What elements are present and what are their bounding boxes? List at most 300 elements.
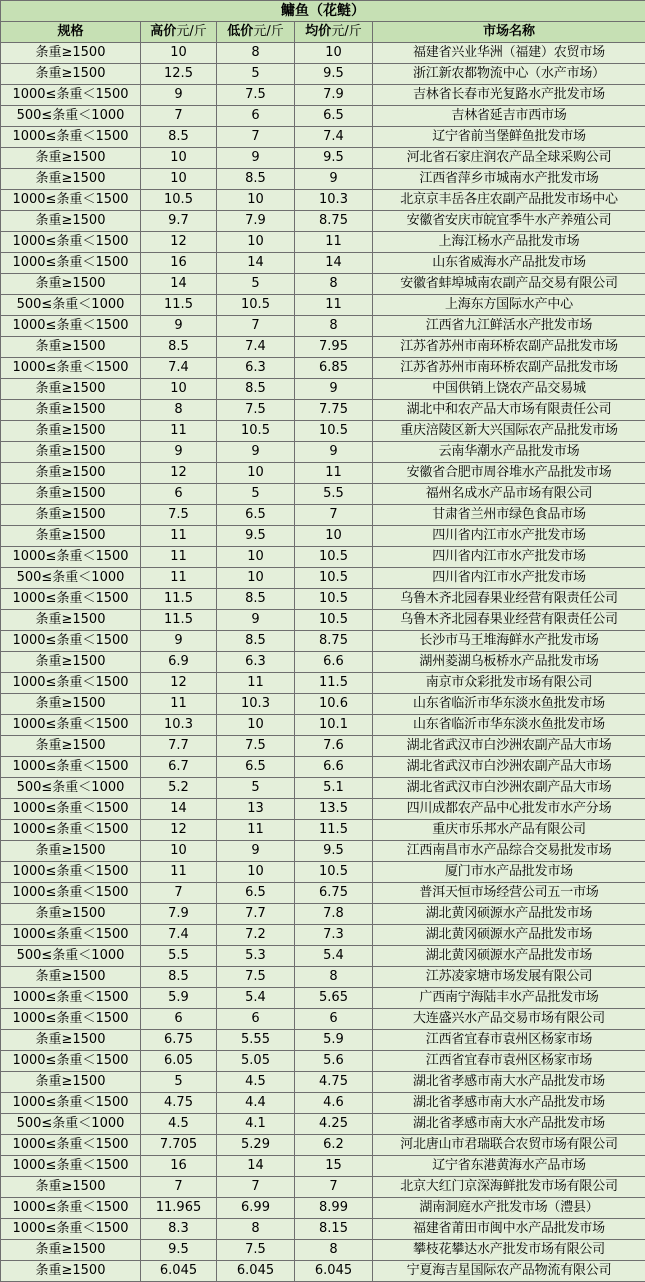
high-price-cell: 9.5 bbox=[141, 1240, 217, 1261]
table-row bbox=[1, 1051, 645, 1072]
header-row bbox=[1, 22, 645, 43]
table-row bbox=[1, 1135, 645, 1156]
high-price-cell: 10 bbox=[141, 43, 217, 64]
market-cell: 湖北黄冈硕源水产品批发市场 bbox=[373, 946, 645, 967]
table-row bbox=[1, 673, 645, 694]
table-row bbox=[1, 295, 645, 316]
spec-cell: 条重≥1500 bbox=[1, 463, 141, 484]
avg-price-cell: 10 bbox=[295, 43, 373, 64]
avg-price-cell: 5.6 bbox=[295, 1051, 373, 1072]
low-price-cell: 9 bbox=[217, 841, 295, 862]
low-price-cell: 5 bbox=[217, 484, 295, 505]
avg-price-cell: 9.5 bbox=[295, 148, 373, 169]
avg-price-cell: 8.99 bbox=[295, 1198, 373, 1219]
avg-price-cell: 8 bbox=[295, 316, 373, 337]
table-row bbox=[1, 1219, 645, 1240]
avg-price-cell: 4.75 bbox=[295, 1072, 373, 1093]
table-row bbox=[1, 589, 645, 610]
spec-cell: 1000≤条重＜1500 bbox=[1, 1009, 141, 1030]
low-price-cell: 7.9 bbox=[217, 211, 295, 232]
market-cell: 四川省内江市水产批发市场 bbox=[373, 568, 645, 589]
high-price-cell: 11 bbox=[141, 862, 217, 883]
high-price-cell: 10.5 bbox=[141, 190, 217, 211]
avg-price-cell: 9 bbox=[295, 379, 373, 400]
avg-price-cell: 11 bbox=[295, 232, 373, 253]
table-row bbox=[1, 421, 645, 442]
spec-cell: 1000≤条重＜1500 bbox=[1, 1135, 141, 1156]
high-price-cell: 9 bbox=[141, 316, 217, 337]
high-price-cell: 7 bbox=[141, 106, 217, 127]
high-price-cell: 7.4 bbox=[141, 925, 217, 946]
header-avg-label: 均价 bbox=[305, 24, 332, 39]
table-row bbox=[1, 946, 645, 967]
table-row bbox=[1, 106, 645, 127]
market-cell: 湖北中和农产品大市场有限责任公司 bbox=[373, 400, 645, 421]
low-price-cell: 10 bbox=[217, 547, 295, 568]
low-price-cell: 10 bbox=[217, 232, 295, 253]
low-price-cell: 7 bbox=[217, 1177, 295, 1198]
low-price-cell: 10 bbox=[217, 862, 295, 883]
avg-price-cell: 4.6 bbox=[295, 1093, 373, 1114]
avg-price-cell: 8 bbox=[295, 1240, 373, 1261]
low-price-cell: 9.5 bbox=[217, 526, 295, 547]
avg-price-cell: 10.6 bbox=[295, 694, 373, 715]
low-price-cell: 8.5 bbox=[217, 589, 295, 610]
table-row bbox=[1, 505, 645, 526]
avg-price-cell: 7.4 bbox=[295, 127, 373, 148]
table-row bbox=[1, 757, 645, 778]
table-body bbox=[1, 43, 645, 1282]
market-cell: 吉林省延吉市西市场 bbox=[373, 106, 645, 127]
avg-price-cell: 13.5 bbox=[295, 799, 373, 820]
low-price-cell: 8.5 bbox=[217, 169, 295, 190]
market-cell: 山东省临沂市华东淡水鱼批发市场 bbox=[373, 715, 645, 736]
market-cell: 四川成都农产品中心批发市水产分场 bbox=[373, 799, 645, 820]
high-price-cell: 9 bbox=[141, 85, 217, 106]
spec-cell: 条重≥1500 bbox=[1, 337, 141, 358]
avg-price-cell: 15 bbox=[295, 1156, 373, 1177]
avg-price-cell: 4.25 bbox=[295, 1114, 373, 1135]
table-row bbox=[1, 484, 645, 505]
high-price-cell: 7.9 bbox=[141, 904, 217, 925]
high-price-cell: 10 bbox=[141, 841, 217, 862]
market-cell: 江苏省苏州市南环桥农副产品批发市场 bbox=[373, 358, 645, 379]
spec-cell: 1000≤条重＜1500 bbox=[1, 85, 141, 106]
spec-cell: 500≤条重＜1000 bbox=[1, 946, 141, 967]
spec-cell: 1000≤条重＜1500 bbox=[1, 631, 141, 652]
spec-cell: 条重≥1500 bbox=[1, 442, 141, 463]
low-price-cell: 5.4 bbox=[217, 988, 295, 1009]
spec-cell: 1000≤条重＜1500 bbox=[1, 862, 141, 883]
low-price-cell: 7.5 bbox=[217, 736, 295, 757]
table-row bbox=[1, 694, 645, 715]
table-row bbox=[1, 883, 645, 904]
spec-cell: 条重≥1500 bbox=[1, 610, 141, 631]
spec-cell: 500≤条重＜1000 bbox=[1, 778, 141, 799]
spec-cell: 1000≤条重＜1500 bbox=[1, 253, 141, 274]
spec-cell: 500≤条重＜1000 bbox=[1, 106, 141, 127]
high-price-cell: 6.9 bbox=[141, 652, 217, 673]
table-row bbox=[1, 526, 645, 547]
spec-cell: 条重≥1500 bbox=[1, 169, 141, 190]
market-cell: 福建省莆田市闽中水产品批发市场 bbox=[373, 1219, 645, 1240]
spec-cell: 条重≥1500 bbox=[1, 148, 141, 169]
avg-price-cell: 11 bbox=[295, 295, 373, 316]
spec-cell: 条重≥1500 bbox=[1, 652, 141, 673]
low-price-cell: 6.3 bbox=[217, 358, 295, 379]
high-price-cell: 7 bbox=[141, 1177, 217, 1198]
high-price-cell: 4.5 bbox=[141, 1114, 217, 1135]
market-cell: 河北唐山市君瑞联合农贸市场有限公司 bbox=[373, 1135, 645, 1156]
high-price-cell: 11 bbox=[141, 694, 217, 715]
table-row bbox=[1, 652, 645, 673]
spec-cell: 条重≥1500 bbox=[1, 421, 141, 442]
avg-price-cell: 9.5 bbox=[295, 841, 373, 862]
market-cell: 江西省宜春市袁州区杨家市场 bbox=[373, 1030, 645, 1051]
avg-price-cell: 6.6 bbox=[295, 757, 373, 778]
spec-cell: 条重≥1500 bbox=[1, 1072, 141, 1093]
high-price-cell: 6.7 bbox=[141, 757, 217, 778]
spec-cell: 1000≤条重＜1500 bbox=[1, 1093, 141, 1114]
spec-cell: 1000≤条重＜1500 bbox=[1, 547, 141, 568]
market-cell: 安徽省合肥市周谷堆水产品批发市场 bbox=[373, 463, 645, 484]
high-price-cell: 7 bbox=[141, 883, 217, 904]
table-row bbox=[1, 358, 645, 379]
low-price-cell: 10 bbox=[217, 190, 295, 211]
avg-price-cell: 10.5 bbox=[295, 589, 373, 610]
market-cell: 辽宁省前当堡鲜鱼批发市场 bbox=[373, 127, 645, 148]
spec-cell: 1000≤条重＜1500 bbox=[1, 925, 141, 946]
high-price-cell: 14 bbox=[141, 274, 217, 295]
market-cell: 乌鲁木齐北园春果业经营有限责任公司 bbox=[373, 610, 645, 631]
spec-cell: 1000≤条重＜1500 bbox=[1, 1219, 141, 1240]
market-cell: 南京市众彩批发市场有限公司 bbox=[373, 673, 645, 694]
high-price-cell: 5.9 bbox=[141, 988, 217, 1009]
header-avg-unit: 元/斤 bbox=[331, 24, 362, 39]
low-price-cell: 7 bbox=[217, 316, 295, 337]
table-row bbox=[1, 400, 645, 421]
market-cell: 甘肃省兰州市绿色食品市场 bbox=[373, 505, 645, 526]
avg-price-cell: 7.6 bbox=[295, 736, 373, 757]
low-price-cell: 10.5 bbox=[217, 295, 295, 316]
high-price-cell: 5.5 bbox=[141, 946, 217, 967]
high-price-cell: 11 bbox=[141, 421, 217, 442]
spec-cell: 1000≤条重＜1500 bbox=[1, 190, 141, 211]
avg-price-cell: 9 bbox=[295, 442, 373, 463]
table-row bbox=[1, 274, 645, 295]
table-row bbox=[1, 904, 645, 925]
high-price-cell: 9 bbox=[141, 631, 217, 652]
market-cell: 上海东方国际水产中心 bbox=[373, 295, 645, 316]
high-price-cell: 9.7 bbox=[141, 211, 217, 232]
spec-cell: 1000≤条重＜1500 bbox=[1, 589, 141, 610]
avg-price-cell: 7.3 bbox=[295, 925, 373, 946]
low-price-cell: 5.55 bbox=[217, 1030, 295, 1051]
spec-cell: 条重≥1500 bbox=[1, 1240, 141, 1261]
spec-cell: 1000≤条重＜1500 bbox=[1, 883, 141, 904]
avg-price-cell: 10.5 bbox=[295, 862, 373, 883]
spec-cell: 1000≤条重＜1500 bbox=[1, 757, 141, 778]
market-cell: 四川省内江市水产批发市场 bbox=[373, 547, 645, 568]
low-price-cell: 7.2 bbox=[217, 925, 295, 946]
low-price-cell: 7.5 bbox=[217, 85, 295, 106]
spec-cell: 1000≤条重＜1500 bbox=[1, 715, 141, 736]
market-cell: 湖北省武汉市白沙洲农副产品大市场 bbox=[373, 757, 645, 778]
header-avg-price bbox=[295, 22, 373, 43]
market-cell: 湖北省武汉市白沙洲农副产品大市场 bbox=[373, 778, 645, 799]
low-price-cell: 6.99 bbox=[217, 1198, 295, 1219]
table-row bbox=[1, 1261, 645, 1282]
market-cell: 江西省九江鲜活水产批发市场 bbox=[373, 316, 645, 337]
header-high-unit: 元/斤 bbox=[176, 24, 207, 39]
low-price-cell: 6 bbox=[217, 106, 295, 127]
table-row bbox=[1, 64, 645, 85]
market-cell: 江苏凌家塘市场发展有限公司 bbox=[373, 967, 645, 988]
high-price-cell: 12 bbox=[141, 232, 217, 253]
spec-cell: 1000≤条重＜1500 bbox=[1, 1051, 141, 1072]
avg-price-cell: 10.5 bbox=[295, 610, 373, 631]
table-row bbox=[1, 1093, 645, 1114]
market-cell: 江西省萍乡市城南水产批发市场 bbox=[373, 169, 645, 190]
table-row bbox=[1, 1030, 645, 1051]
header-low-unit: 元/斤 bbox=[253, 24, 284, 39]
high-price-cell: 11.5 bbox=[141, 610, 217, 631]
table-row bbox=[1, 1114, 645, 1135]
low-price-cell: 10 bbox=[217, 463, 295, 484]
table-row bbox=[1, 799, 645, 820]
high-price-cell: 6.75 bbox=[141, 1030, 217, 1051]
avg-price-cell: 10.1 bbox=[295, 715, 373, 736]
avg-price-cell: 7.8 bbox=[295, 904, 373, 925]
avg-price-cell: 10.3 bbox=[295, 190, 373, 211]
market-cell: 湖北省孝感市南大水产品批发市场 bbox=[373, 1093, 645, 1114]
high-price-cell: 5 bbox=[141, 1072, 217, 1093]
spec-cell: 条重≥1500 bbox=[1, 505, 141, 526]
avg-price-cell: 10.5 bbox=[295, 568, 373, 589]
market-cell: 湖北黄冈硕源水产品批发市场 bbox=[373, 904, 645, 925]
low-price-cell: 7.5 bbox=[217, 1240, 295, 1261]
high-price-cell: 6 bbox=[141, 1009, 217, 1030]
spec-cell: 1000≤条重＜1500 bbox=[1, 799, 141, 820]
low-price-cell: 7 bbox=[217, 127, 295, 148]
table-row bbox=[1, 1009, 645, 1030]
table-row bbox=[1, 316, 645, 337]
avg-price-cell: 8 bbox=[295, 967, 373, 988]
table-row bbox=[1, 442, 645, 463]
table-row bbox=[1, 568, 645, 589]
table-row bbox=[1, 1072, 645, 1093]
table-row bbox=[1, 925, 645, 946]
spec-cell: 条重≥1500 bbox=[1, 1261, 141, 1282]
market-cell: 福州名成水产品市场有限公司 bbox=[373, 484, 645, 505]
high-price-cell: 8.3 bbox=[141, 1219, 217, 1240]
low-price-cell: 7.4 bbox=[217, 337, 295, 358]
market-cell: 湖北省孝感市南大水产品批发市场 bbox=[373, 1114, 645, 1135]
high-price-cell: 11 bbox=[141, 547, 217, 568]
high-price-cell: 8.5 bbox=[141, 127, 217, 148]
high-price-cell: 10 bbox=[141, 379, 217, 400]
market-cell: 山东省威海水产品批发市场 bbox=[373, 253, 645, 274]
high-price-cell: 12 bbox=[141, 820, 217, 841]
table-row bbox=[1, 988, 645, 1009]
avg-price-cell: 10 bbox=[295, 526, 373, 547]
market-cell: 大连盛兴水产品交易市场有限公司 bbox=[373, 1009, 645, 1030]
low-price-cell: 7.5 bbox=[217, 400, 295, 421]
market-cell: 湖州菱湖乌板桥水产品批发市场 bbox=[373, 652, 645, 673]
market-cell: 浙江新农都物流中心（水产市场） bbox=[373, 64, 645, 85]
avg-price-cell: 8.75 bbox=[295, 211, 373, 232]
low-price-cell: 6.045 bbox=[217, 1261, 295, 1282]
avg-price-cell: 8.75 bbox=[295, 631, 373, 652]
table-row bbox=[1, 43, 645, 64]
table-row bbox=[1, 862, 645, 883]
table-row bbox=[1, 379, 645, 400]
low-price-cell: 14 bbox=[217, 253, 295, 274]
spec-cell: 1000≤条重＜1500 bbox=[1, 820, 141, 841]
spec-cell: 500≤条重＜1000 bbox=[1, 295, 141, 316]
market-cell: 中国供销上饶农产品交易城 bbox=[373, 379, 645, 400]
avg-price-cell: 5.1 bbox=[295, 778, 373, 799]
spec-cell: 1000≤条重＜1500 bbox=[1, 358, 141, 379]
low-price-cell: 6.5 bbox=[217, 883, 295, 904]
table-row bbox=[1, 337, 645, 358]
market-cell: 云南华潮水产品批发市场 bbox=[373, 442, 645, 463]
market-cell: 宁夏海吉星国际农产品物流有限公司 bbox=[373, 1261, 645, 1282]
low-price-cell: 6.5 bbox=[217, 757, 295, 778]
market-cell: 福建省兴业华洲（福建）农贸市场 bbox=[373, 43, 645, 64]
spec-cell: 1000≤条重＜1500 bbox=[1, 127, 141, 148]
low-price-cell: 8.5 bbox=[217, 631, 295, 652]
avg-price-cell: 6.045 bbox=[295, 1261, 373, 1282]
high-price-cell: 10 bbox=[141, 169, 217, 190]
avg-price-cell: 9.5 bbox=[295, 64, 373, 85]
low-price-cell: 13 bbox=[217, 799, 295, 820]
market-cell: 湖北省武汉市白沙洲农副产品大市场 bbox=[373, 736, 645, 757]
header-market: 市场名称 bbox=[373, 22, 645, 43]
header-high-label: 高价 bbox=[150, 24, 177, 39]
spec-cell: 1000≤条重＜1500 bbox=[1, 1198, 141, 1219]
high-price-cell: 8.5 bbox=[141, 337, 217, 358]
spec-cell: 条重≥1500 bbox=[1, 274, 141, 295]
market-cell: 湖北省孝感市南大水产品批发市场 bbox=[373, 1072, 645, 1093]
table-row bbox=[1, 778, 645, 799]
low-price-cell: 11 bbox=[217, 673, 295, 694]
low-price-cell: 10 bbox=[217, 715, 295, 736]
spec-cell: 条重≥1500 bbox=[1, 400, 141, 421]
high-price-cell: 7.705 bbox=[141, 1135, 217, 1156]
market-cell: 安徽省安庆市皖宜季牛水产养殖公司 bbox=[373, 211, 645, 232]
header-spec: 规格 bbox=[1, 22, 141, 43]
market-cell: 重庆涪陵区新大兴国际农产品批发市场 bbox=[373, 421, 645, 442]
low-price-cell: 5 bbox=[217, 274, 295, 295]
header-high-price bbox=[141, 22, 217, 43]
market-cell: 湖南洞庭水产批发市场（澧县） bbox=[373, 1198, 645, 1219]
spec-cell: 500≤条重＜1000 bbox=[1, 1114, 141, 1135]
avg-price-cell: 11.5 bbox=[295, 820, 373, 841]
low-price-cell: 14 bbox=[217, 1156, 295, 1177]
spec-cell: 1000≤条重＜1500 bbox=[1, 673, 141, 694]
spec-cell: 条重≥1500 bbox=[1, 736, 141, 757]
high-price-cell: 9 bbox=[141, 442, 217, 463]
table-row bbox=[1, 1198, 645, 1219]
high-price-cell: 12 bbox=[141, 463, 217, 484]
avg-price-cell: 14 bbox=[295, 253, 373, 274]
spec-cell: 条重≥1500 bbox=[1, 841, 141, 862]
avg-price-cell: 5.65 bbox=[295, 988, 373, 1009]
table-row bbox=[1, 841, 645, 862]
table-row bbox=[1, 169, 645, 190]
market-cell: 乌鲁木齐北园春果业经营有限责任公司 bbox=[373, 589, 645, 610]
low-price-cell: 4.5 bbox=[217, 1072, 295, 1093]
table-row bbox=[1, 1177, 645, 1198]
market-cell: 吉林省长春市光复路水产批发市场 bbox=[373, 85, 645, 106]
avg-price-cell: 6.75 bbox=[295, 883, 373, 904]
market-cell: 重庆市乐邦水产品有限公司 bbox=[373, 820, 645, 841]
table-row bbox=[1, 232, 645, 253]
low-price-cell: 5.29 bbox=[217, 1135, 295, 1156]
avg-price-cell: 10.5 bbox=[295, 421, 373, 442]
table-row bbox=[1, 190, 645, 211]
avg-price-cell: 7.75 bbox=[295, 400, 373, 421]
high-price-cell: 4.75 bbox=[141, 1093, 217, 1114]
market-cell: 江西省宜春市袁州区杨家市场 bbox=[373, 1051, 645, 1072]
market-cell: 上海江杨水产品批发市场 bbox=[373, 232, 645, 253]
high-price-cell: 6.045 bbox=[141, 1261, 217, 1282]
low-price-cell: 4.1 bbox=[217, 1114, 295, 1135]
low-price-cell: 9 bbox=[217, 610, 295, 631]
spec-cell: 1000≤条重＜1500 bbox=[1, 988, 141, 1009]
low-price-cell: 7.7 bbox=[217, 904, 295, 925]
spec-cell: 1000≤条重＜1500 bbox=[1, 232, 141, 253]
table-row bbox=[1, 967, 645, 988]
low-price-cell: 9 bbox=[217, 148, 295, 169]
avg-price-cell: 6.2 bbox=[295, 1135, 373, 1156]
table-row bbox=[1, 820, 645, 841]
high-price-cell: 10 bbox=[141, 148, 217, 169]
high-price-cell: 6.05 bbox=[141, 1051, 217, 1072]
market-cell: 安徽省蚌埠城南农副产品交易有限公司 bbox=[373, 274, 645, 295]
spec-cell: 1000≤条重＜1500 bbox=[1, 1156, 141, 1177]
market-cell: 山东省临沂市华东淡水鱼批发市场 bbox=[373, 694, 645, 715]
spec-cell: 条重≥1500 bbox=[1, 1030, 141, 1051]
spec-cell: 500≤条重＜1000 bbox=[1, 568, 141, 589]
high-price-cell: 11 bbox=[141, 526, 217, 547]
table-row bbox=[1, 85, 645, 106]
table-row bbox=[1, 1240, 645, 1261]
spec-cell: 1000≤条重＜1500 bbox=[1, 316, 141, 337]
avg-price-cell: 7 bbox=[295, 505, 373, 526]
low-price-cell: 10.3 bbox=[217, 694, 295, 715]
spec-cell: 条重≥1500 bbox=[1, 211, 141, 232]
avg-price-cell: 7.9 bbox=[295, 85, 373, 106]
low-price-cell: 8 bbox=[217, 43, 295, 64]
low-price-cell: 8.5 bbox=[217, 379, 295, 400]
table-row bbox=[1, 253, 645, 274]
low-price-cell: 6.3 bbox=[217, 652, 295, 673]
market-cell: 长沙市马王堆海鲜水产批发市场 bbox=[373, 631, 645, 652]
high-price-cell: 7.7 bbox=[141, 736, 217, 757]
high-price-cell: 10.3 bbox=[141, 715, 217, 736]
avg-price-cell: 5.4 bbox=[295, 946, 373, 967]
table-row bbox=[1, 148, 645, 169]
low-price-cell: 7.5 bbox=[217, 967, 295, 988]
low-price-cell: 6.5 bbox=[217, 505, 295, 526]
avg-price-cell: 7.95 bbox=[295, 337, 373, 358]
avg-price-cell: 6.85 bbox=[295, 358, 373, 379]
table-row bbox=[1, 610, 645, 631]
high-price-cell: 6 bbox=[141, 484, 217, 505]
market-cell: 辽宁省东港黄海水产品市场 bbox=[373, 1156, 645, 1177]
